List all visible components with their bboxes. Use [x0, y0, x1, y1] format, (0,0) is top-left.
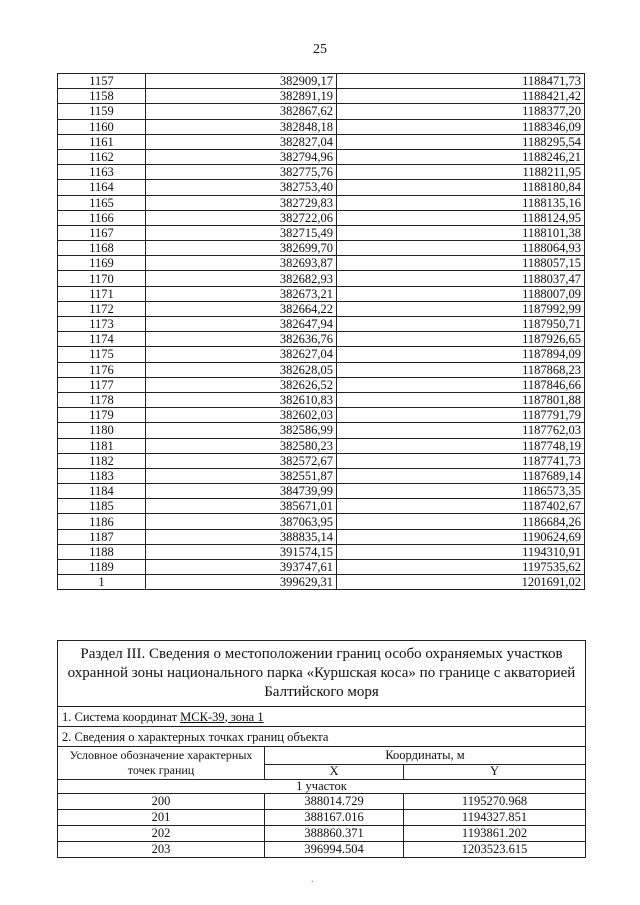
x-coordinate: 382729,83 — [146, 195, 337, 210]
y-coordinate: 1187926,65 — [337, 332, 585, 347]
point-number: 1188 — [58, 544, 146, 559]
y-coordinate: 1186573,35 — [337, 484, 585, 499]
y-coordinate: 1188180,84 — [337, 180, 585, 195]
y-coordinate: 1188246,21 — [337, 149, 585, 164]
x-coordinate: 382909,17 — [146, 74, 337, 89]
table-row — [58, 119, 585, 134]
table-row — [58, 165, 585, 180]
table-row — [58, 301, 585, 316]
table-row — [58, 347, 585, 362]
table-row — [58, 842, 586, 858]
point-y: 1194327.851 — [404, 810, 586, 826]
y-coordinate: 1190624,69 — [337, 529, 585, 544]
y-coordinate: 1187748,19 — [337, 438, 585, 453]
table-row — [58, 544, 585, 559]
table-row — [58, 810, 586, 826]
coordinates-table — [57, 73, 585, 590]
coord-system-row — [58, 707, 586, 727]
point-number: 1 — [58, 575, 146, 590]
table-row — [58, 529, 585, 544]
section-title: Раздел III. Сведения о местоположении границ особо охраняемых участков охранной зоны национального парка «Куршская коса» по границе с акваторией Балтийского моря — [58, 641, 586, 707]
x-coordinate: 382848,18 — [146, 119, 337, 134]
x-coordinate: 382715,49 — [146, 225, 337, 240]
y-coordinate: 1188346,09 — [337, 119, 585, 134]
point-y: 1195270.968 — [404, 794, 586, 810]
point-id: 200 — [58, 794, 265, 810]
point-number: 1183 — [58, 468, 146, 483]
point-y: 1193861.202 — [404, 826, 586, 842]
point-number: 1165 — [58, 195, 146, 210]
points-info-row: 2. Сведения о характерных точках границ объекта — [58, 727, 586, 747]
section-table — [57, 640, 586, 858]
point-number: 1189 — [58, 560, 146, 575]
y-coordinate: 1187992,99 — [337, 301, 585, 316]
y-coordinate: 1187762,03 — [337, 423, 585, 438]
table-row — [58, 256, 585, 271]
y-coordinate: 1186684,26 — [337, 514, 585, 529]
point-number: 1177 — [58, 377, 146, 392]
x-coordinate: 382699,70 — [146, 241, 337, 256]
point-number: 1157 — [58, 74, 146, 89]
x-coordinate: 385671,01 — [146, 499, 337, 514]
point-number: 1184 — [58, 484, 146, 499]
point-number: 1167 — [58, 225, 146, 240]
point-number: 1159 — [58, 104, 146, 119]
point-number: 1161 — [58, 134, 146, 149]
table-row — [58, 149, 585, 164]
table-row — [58, 286, 585, 301]
point-number: 1185 — [58, 499, 146, 514]
point-number: 1175 — [58, 347, 146, 362]
table-row — [58, 332, 585, 347]
table-row — [58, 438, 585, 453]
y-coordinate: 1188037,47 — [337, 271, 585, 286]
coord-system-prefix: 1. Система координат — [62, 709, 181, 724]
y-coordinate: 1188377,20 — [337, 104, 585, 119]
footer-mark: . — [311, 874, 314, 885]
x-coordinate: 382664,22 — [146, 301, 337, 316]
table-row — [58, 362, 585, 377]
y-coordinate: 1187791,79 — [337, 408, 585, 423]
x-coordinate: 382647,94 — [146, 317, 337, 332]
point-number: 1172 — [58, 301, 146, 316]
point-number: 1163 — [58, 165, 146, 180]
point-id: 201 — [58, 810, 265, 826]
coord-system-value: МСК-39, зона 1 — [180, 709, 264, 724]
x-coordinate: 382636,76 — [146, 332, 337, 347]
y-coordinate: 1187950,71 — [337, 317, 585, 332]
page-number: 25 — [313, 42, 327, 57]
table-row — [58, 453, 585, 468]
x-coordinate: 399629,31 — [146, 575, 337, 590]
x-coordinate: 384739,99 — [146, 484, 337, 499]
point-number: 1171 — [58, 286, 146, 301]
plot-label: 1 участок — [58, 780, 586, 794]
y-coordinate: 1187402,67 — [337, 499, 585, 514]
point-number: 1179 — [58, 408, 146, 423]
column-header-x: X — [265, 764, 404, 779]
x-coordinate: 382628,05 — [146, 362, 337, 377]
x-coordinate: 382602,03 — [146, 408, 337, 423]
x-coordinate: 382794,96 — [146, 149, 337, 164]
point-x: 388860.371 — [265, 826, 404, 842]
point-number: 1170 — [58, 271, 146, 286]
table-row — [58, 794, 586, 810]
point-number: 1174 — [58, 332, 146, 347]
x-coordinate: 391574,15 — [146, 544, 337, 559]
point-number: 1158 — [58, 89, 146, 104]
point-number: 1180 — [58, 423, 146, 438]
point-number: 1168 — [58, 241, 146, 256]
point-id: 202 — [58, 826, 265, 842]
x-coordinate: 387063,95 — [146, 514, 337, 529]
y-coordinate: 1187894,09 — [337, 347, 585, 362]
table-row — [58, 560, 585, 575]
point-x: 388167.016 — [265, 810, 404, 826]
column-header-y: Y — [404, 764, 586, 779]
table-row — [58, 89, 585, 104]
x-coordinate: 382753,40 — [146, 180, 337, 195]
table-row — [58, 74, 585, 89]
y-coordinate: 1188135,16 — [337, 195, 585, 210]
table-row — [58, 271, 585, 286]
y-coordinate: 1188421,42 — [337, 89, 585, 104]
y-coordinate: 1187801,88 — [337, 392, 585, 407]
x-coordinate: 382586,99 — [146, 423, 337, 438]
point-number: 1166 — [58, 210, 146, 225]
x-coordinate: 382580,23 — [146, 438, 337, 453]
x-coordinate: 382722,06 — [146, 210, 337, 225]
table-row — [58, 468, 585, 483]
point-number: 1182 — [58, 453, 146, 468]
x-coordinate: 382682,93 — [146, 271, 337, 286]
table-row — [58, 225, 585, 240]
point-y: 1203523.615 — [404, 842, 586, 858]
point-x: 388014.729 — [265, 794, 404, 810]
x-coordinate: 382867,62 — [146, 104, 337, 119]
x-coordinate: 382891,19 — [146, 89, 337, 104]
x-coordinate: 382673,21 — [146, 286, 337, 301]
table-row — [58, 423, 585, 438]
table-row — [58, 575, 585, 590]
y-coordinate: 1197535,62 — [337, 560, 585, 575]
table-row — [58, 134, 585, 149]
y-coordinate: 1188124,95 — [337, 210, 585, 225]
y-coordinate: 1188471,73 — [337, 74, 585, 89]
y-coordinate: 1188101,38 — [337, 225, 585, 240]
point-number: 1169 — [58, 256, 146, 271]
table-row — [58, 499, 585, 514]
table-row — [58, 241, 585, 256]
point-number: 1173 — [58, 317, 146, 332]
x-coordinate: 382572,67 — [146, 453, 337, 468]
table-row — [58, 317, 585, 332]
y-coordinate: 1188211,95 — [337, 165, 585, 180]
x-coordinate: 382610,83 — [146, 392, 337, 407]
column-header-label: Условное обозначение характерных точек границ — [58, 747, 265, 780]
table-row — [58, 484, 585, 499]
point-number: 1164 — [58, 180, 146, 195]
column-header-coordinates: Координаты, м — [265, 747, 586, 765]
y-coordinate: 1188007,09 — [337, 286, 585, 301]
y-coordinate: 1188057,15 — [337, 256, 585, 271]
x-coordinate: 388835,14 — [146, 529, 337, 544]
table-row — [58, 514, 585, 529]
x-coordinate: 393747,61 — [146, 560, 337, 575]
point-number: 1181 — [58, 438, 146, 453]
point-number: 1176 — [58, 362, 146, 377]
x-coordinate: 382775,76 — [146, 165, 337, 180]
x-coordinate: 382626,52 — [146, 377, 337, 392]
x-coordinate: 382551,87 — [146, 468, 337, 483]
point-id: 203 — [58, 842, 265, 858]
point-number: 1160 — [58, 119, 146, 134]
point-number: 1178 — [58, 392, 146, 407]
y-coordinate: 1187868,23 — [337, 362, 585, 377]
y-coordinate: 1187846,66 — [337, 377, 585, 392]
table-row — [58, 392, 585, 407]
table-row — [58, 408, 585, 423]
table-row — [58, 180, 585, 195]
point-number: 1187 — [58, 529, 146, 544]
table-row — [58, 210, 585, 225]
y-coordinate: 1201691,02 — [337, 575, 585, 590]
x-coordinate: 382827,04 — [146, 134, 337, 149]
table-row — [58, 826, 586, 842]
point-number: 1162 — [58, 149, 146, 164]
y-coordinate: 1187741,73 — [337, 453, 585, 468]
table-row — [58, 377, 585, 392]
x-coordinate: 382693,87 — [146, 256, 337, 271]
y-coordinate: 1194310,91 — [337, 544, 585, 559]
table-row — [58, 195, 585, 210]
y-coordinate: 1188064,93 — [337, 241, 585, 256]
table-row — [58, 104, 585, 119]
y-coordinate: 1188295,54 — [337, 134, 585, 149]
y-coordinate: 1187689,14 — [337, 468, 585, 483]
point-x: 396994.504 — [265, 842, 404, 858]
point-number: 1186 — [58, 514, 146, 529]
x-coordinate: 382627,04 — [146, 347, 337, 362]
